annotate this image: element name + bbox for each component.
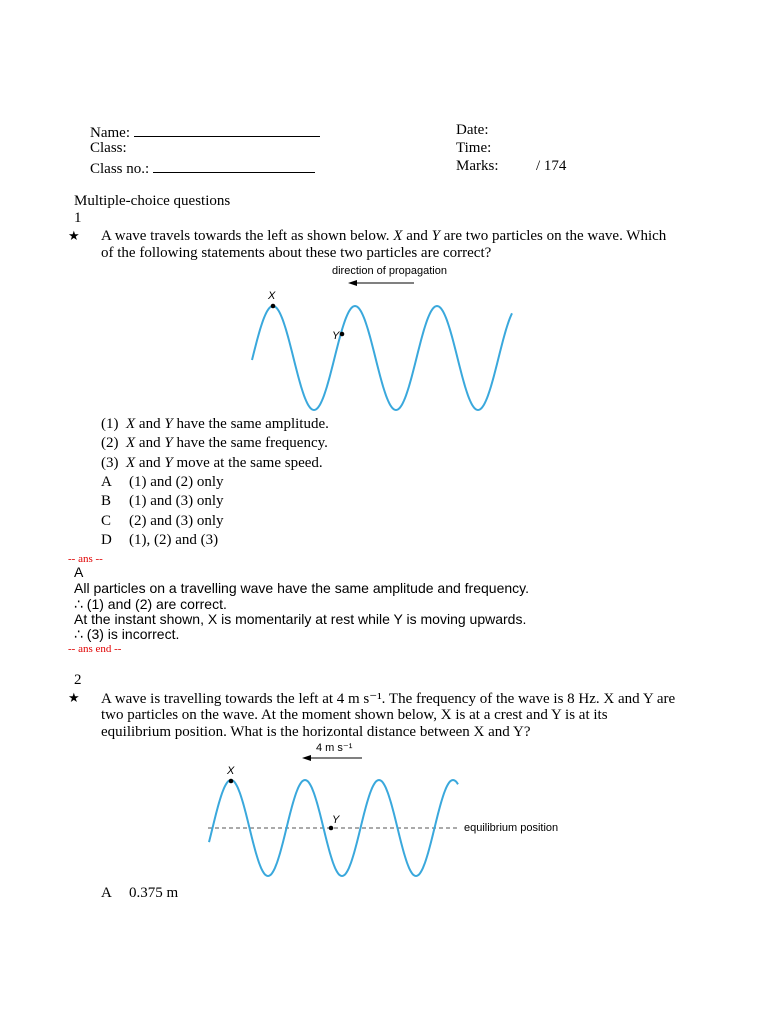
class-no-label: Class no.: [90,161,150,177]
q1-stem-and: and [402,228,432,244]
class-no-field [90,158,315,178]
marks-total: / 174 [536,158,567,174]
option-letter: A [101,885,112,901]
q2-stem-line1: A wave is travelling towards the left at 4 m s⁻¹. The frequency of the wave is 8 Hz. X and Y are [101,691,676,707]
stmt-y: Y [164,455,173,471]
q1-star-icon: ★ [68,228,80,243]
marks-field [456,158,566,175]
option-letter: D [101,532,112,548]
q1-direction-label: direction of propagation [332,265,447,277]
stmt-and: and [135,455,165,471]
q2-x-label: X [227,765,235,777]
statement-num: (1) [101,416,119,432]
option-letter: B [101,493,112,509]
q2-stem-line3: equilibrium position. What is the horizontal distance between X and Y? [101,724,531,740]
stmt-and: and [135,435,165,451]
q1-stem-line1 [101,228,666,245]
q1-ans-start: -- ans -- [68,553,103,565]
q1-option-c [101,513,224,530]
q2-stem-line2: two particles on the wave. At the moment shown below, X is at a crest and Y is at its [101,707,608,723]
option-letter: C [101,513,112,529]
q1-point-x [271,304,276,309]
stmt-and: and [135,416,165,432]
statement-num: (3) [101,455,119,471]
q1-statement-2 [101,435,328,452]
statement-num: (2) [101,435,119,451]
q1-point-y [340,332,345,337]
q1-stem-x: X [393,228,403,244]
q1-explanation-2: ∴ (1) and (2) are correct. [74,596,227,612]
statement-text: have the same amplitude. [172,416,329,432]
q1-option-d [101,532,218,549]
name-field [90,122,320,142]
q1-stem-pre: A wave travels towards the left as shown below. [101,228,394,244]
q1-stem-line2: of the following statements about these two particles are correct? [101,245,492,261]
stmt-x: X [126,435,136,451]
q1-y-label: Y [332,330,340,342]
q2-star-icon: ★ [68,690,80,705]
option-text: (1) and (2) only [129,474,224,490]
q1-stem-post: are two particles on the wave. Which [439,228,667,244]
q2-speed-arrow-head [302,755,311,761]
q2-number: 2 [74,672,82,688]
q1-direction-arrow-head [348,280,357,286]
marks-label: Marks: [456,158,499,174]
q2-point-x [229,779,234,784]
option-text: (2) and (3) only [129,513,224,529]
date-label: Date: [456,122,489,138]
option-text: (1) and (3) only [129,493,224,509]
q1-wave-curve [252,306,512,410]
q2-wave-figure [200,740,570,886]
time-label: Time: [456,140,492,156]
option-text: (1), (2) and (3) [129,532,219,548]
q2-option-a [101,885,178,902]
q1-explanation-1: All particles on a travelling wave have the same amplitude and frequency. [74,580,529,596]
q2-y-label: Y [332,814,340,826]
statement-text: move at the same speed. [172,455,323,471]
class-label: Class: [90,140,127,156]
q1-statement-1 [101,416,329,433]
name-label: Name: [90,125,130,141]
option-text: 0.375 m [129,885,179,901]
q1-option-a [101,474,224,491]
q1-explanation-4: ∴ (3) is incorrect. [74,626,180,642]
q1-statement-3 [101,455,323,472]
q1-stem-y: Y [431,228,440,244]
stmt-x: X [126,455,136,471]
q1-option-b [101,493,224,510]
name-blank [134,122,320,137]
q1-x-label: X [268,290,276,302]
class-no-blank [153,158,315,173]
stmt-y: Y [164,435,173,451]
q1-wave-figure [240,262,530,418]
option-letter: A [101,474,112,490]
q1-number: 1 [74,210,82,226]
q1-explanation-3: At the instant shown, X is momentarily at rest while Y is moving upwards. [74,611,527,627]
stmt-y: Y [164,416,173,432]
statement-text: have the same frequency. [172,435,328,451]
q2-point-y [329,826,334,831]
q1-answer: A [74,564,84,580]
stmt-x: X [126,416,136,432]
q1-ans-end: -- ans end -- [68,643,122,655]
q2-speed-label: 4 m s⁻¹ [316,742,353,754]
q2-equilibrium-label: equilibrium position [464,822,559,834]
section-title: Multiple-choice questions [74,193,231,209]
